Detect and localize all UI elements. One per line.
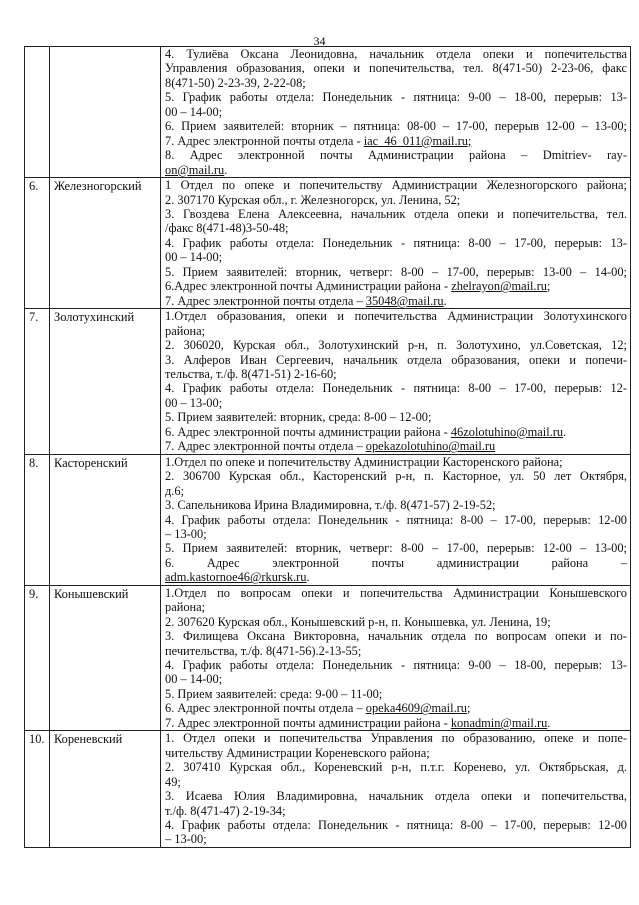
email-link[interactable]: opeka4609@mail.ru: [365, 701, 467, 716]
info-text: 5. Прием заявителей: вторник, четверг: 8-00 – 17-00, перерыв: 12-00 – 13-00;: [165, 541, 627, 556]
info-line: [165, 134, 627, 148]
info-text: 6. Адрес электронной почты отдела –: [165, 701, 366, 716]
info-line: [165, 324, 627, 338]
table-row: [25, 178, 631, 309]
info-text: 5. Прием заявителей: вторник, среда: 8-00 – 12-00;: [165, 410, 432, 425]
info-line: [165, 265, 627, 279]
info-text: 3. Сапельникова Ирина Владимировна, т./ф. 8(471-57) 2-19-52;: [165, 498, 496, 513]
info-text: 7. Адрес электронной почты отдела –: [165, 439, 366, 454]
info-text: 7. Адрес электронной почты отдела –: [165, 293, 366, 308]
info-line: [165, 236, 627, 250]
info-line: [165, 570, 627, 584]
info-line: [165, 294, 627, 308]
row-number: 6.: [25, 178, 50, 309]
info-line: [165, 716, 627, 730]
info-line: [165, 804, 627, 818]
districts-table: [24, 46, 631, 848]
info-text: .: [224, 162, 228, 177]
info-text: 00 – 14-00;: [165, 104, 223, 119]
info-text: 5. Прием заявителей: среда: 9-00 – 11-00;: [165, 686, 383, 701]
info-line: [165, 105, 627, 119]
info-line: [165, 746, 627, 760]
info-text: 1.Отдел по опеке и попечительству Администрации Касторенского района;: [165, 454, 563, 469]
info-line: [165, 586, 627, 600]
info-line: [165, 207, 627, 221]
info-text: ;: [466, 701, 471, 716]
info-text: д.6;: [165, 483, 185, 498]
email-link[interactable]: zhelrayon@mail.ru: [451, 279, 547, 294]
info-text: 8. Адрес электронной почты Администрации района – Dmitriev- ray-: [165, 148, 627, 163]
district-info: [161, 731, 631, 848]
info-line: [165, 513, 627, 527]
info-line: [165, 367, 627, 381]
info-text: .: [443, 293, 447, 308]
info-text: 6. Адрес электронной почты администрации района -: [165, 424, 451, 439]
district-name: Конышевский: [50, 585, 161, 731]
info-text: 3. Исаева Юлия Владимировна, начальник отдела опеки и попечительства,: [165, 789, 627, 804]
info-text: тельства, т./ф. 8(471-51) 2-16-60;: [165, 366, 337, 381]
info-text: .: [306, 570, 310, 585]
info-line: [165, 425, 627, 439]
info-text: печительства, т./ф. 8(471-56).2-13-55;: [165, 643, 362, 658]
info-text: 3. Алферов Иван Сергеевич, начальник отдела образования, опеки и попечи-: [165, 352, 627, 367]
email-link[interactable]: iac_46_011@mail.ru;: [363, 133, 472, 148]
info-text: – 13-00;: [165, 526, 207, 541]
district-name: Железногорский: [50, 178, 161, 309]
info-line: [165, 687, 627, 701]
info-line: [165, 760, 627, 774]
email-link[interactable]: on@mail.ru: [165, 162, 225, 177]
info-line: [165, 178, 627, 192]
table-row: [25, 585, 631, 731]
info-line: [165, 381, 627, 395]
info-line: [165, 193, 627, 207]
info-line: [165, 148, 627, 162]
info-text: 6. Прием заявителей: вторник – пятница: 08-00 – 17-00, перерыв 12-00 – 13-00;: [165, 119, 627, 134]
row-number: 9.: [25, 585, 50, 731]
info-line: [165, 629, 627, 643]
info-line: [165, 600, 627, 614]
district-name: Касторенский: [50, 454, 161, 585]
email-link[interactable]: konadmin@mail.ru: [450, 715, 548, 730]
info-text: 4. График работы отдела: Понедельник - пятница: 9-00 – 18-00, перерыв: 13-: [165, 658, 627, 673]
info-text: 00 – 14-00;: [165, 672, 223, 687]
district-info: [161, 454, 631, 585]
info-text: 4. Тулиёва Оксана Леонидовна, начальник отдела опеки и попечительства: [165, 47, 627, 61]
info-text: чительству Администрации Кореневского района;: [165, 745, 430, 760]
info-line: [165, 731, 627, 745]
info-line: [165, 309, 627, 323]
info-text: /факс 8(471-48)3-50-48;: [165, 221, 289, 236]
info-line: [165, 119, 627, 133]
info-text: 6.Адрес электронной почты Администрации района -: [165, 279, 452, 294]
email-link[interactable]: 46zolotuhino@mail.ru: [450, 424, 564, 439]
email-link[interactable]: 35048@mail.ru: [365, 293, 444, 308]
info-text: 4. График работы отдела: Понедельник - пятница: 8-00 – 17-00, перерыв: 12-00: [165, 512, 627, 527]
info-text: 1 Отдел по опеке и попечительству Администрации Железногорского района;: [165, 178, 627, 193]
info-text: 4. График работы отдела: Понедельник - пятница: 8-00 – 17-00, перерыв: 12-00: [165, 818, 627, 833]
info-line: [165, 90, 627, 104]
info-text: 8(471-50) 2-23-39, 2-22-08;: [165, 75, 306, 90]
info-line: [165, 701, 627, 715]
info-line: [165, 221, 627, 235]
info-text: – 13-00;: [165, 832, 207, 847]
info-text: 6. Адрес электронной почты администрации района –: [165, 555, 627, 570]
row-number: 7.: [25, 309, 50, 455]
row-number: 10.: [25, 731, 50, 848]
info-text: 4. График работы отдела: Понедельник - пятница: 8-00 – 17-00, перерыв: 13-: [165, 235, 627, 250]
district-info: [161, 585, 631, 731]
info-line: [165, 76, 627, 90]
info-line: [165, 498, 627, 512]
info-text: района;: [165, 600, 206, 615]
info-line: [165, 789, 627, 803]
info-line: [165, 658, 627, 672]
info-text: .: [563, 424, 567, 439]
info-text: 2. 306700 Курская обл., Касторенский р-н, п. Касторное, ул. 50 лет Октября,: [165, 469, 627, 484]
info-text: 1. Отдел опеки и попечительства Управления по образованию, опеке и попе-: [165, 731, 627, 746]
info-text: ;: [546, 279, 551, 294]
info-text: 7. Адрес электронной почты отдела -: [165, 133, 364, 148]
info-text: 3. Филищева Оксана Викторовна, начальник отдела по вопросам опеки и по-: [165, 629, 627, 644]
info-line: [165, 338, 627, 352]
info-text: .: [547, 715, 551, 730]
info-line: [165, 163, 627, 177]
info-line: [165, 556, 627, 570]
info-text: 00 – 13-00;: [165, 395, 223, 410]
info-text: 49;: [165, 774, 181, 789]
info-text: 2. 307410 Курская обл., Кореневский р-н, п.т.г. Коренево, ул. Октябрьская, д.: [165, 760, 627, 775]
info-text: 2. 306020, Курская обл., Золотухинский р-н, п. Золотухино, ул.Советская, 12;: [165, 338, 627, 353]
info-text: 00 – 14-00;: [165, 250, 223, 265]
info-line: [165, 353, 627, 367]
email-link[interactable]: opekazolotuhino@mail.ru: [365, 439, 496, 454]
info-text: 3. Гвоздева Елена Алексеевна, начальник отдела опеки и попечительства, тел.: [165, 206, 627, 221]
info-text: 4. График работы отдела: Понедельник - пятница: 8-00 – 17-00, перерыв: 12-: [165, 381, 627, 396]
info-line: [165, 455, 627, 469]
info-line: [165, 527, 627, 541]
info-line: [165, 47, 627, 61]
info-line: [165, 61, 627, 75]
district-name: Золотухинский: [50, 309, 161, 455]
info-text: 2. 307620 Курская обл., Конышевский р-н, п. Конышевка, ул. Ленина, 19;: [165, 614, 551, 629]
info-text: т./ф. 8(471-47) 2-19-34;: [165, 803, 286, 818]
district-name: [50, 47, 161, 178]
info-text: 7. Адрес электронной почты администрации района -: [165, 715, 451, 730]
info-line: [165, 469, 627, 483]
info-line: [165, 396, 627, 410]
info-text: 5. График работы отдела: Понедельник - пятница: 9-00 – 18-00, перерыв: 13-: [165, 90, 627, 105]
info-line: [165, 279, 627, 293]
district-info: [161, 178, 631, 309]
info-line: [165, 672, 627, 686]
info-text: района;: [165, 323, 206, 338]
table-row: [25, 47, 631, 178]
page-number: 34: [313, 34, 326, 48]
email-link[interactable]: adm.kastornoe46@rkursk.ru: [165, 570, 307, 585]
info-line: [165, 439, 627, 453]
info-text: 1.Отдел образования, опеки и попечительства Администрации Золотухинского: [165, 309, 627, 324]
info-line: [165, 832, 627, 846]
info-text: 5. Прием заявителей: вторник, четверг: 8-00 – 17-00, перерыв: 13-00 – 14-00;: [165, 264, 627, 279]
info-line: [165, 615, 627, 629]
info-line: [165, 818, 627, 832]
info-line: [165, 541, 627, 555]
info-line: [165, 484, 627, 498]
table-row: [25, 309, 631, 455]
info-line: [165, 775, 627, 789]
district-info: [161, 309, 631, 455]
district-info: [161, 47, 631, 178]
info-line: [165, 410, 627, 424]
info-line: [165, 250, 627, 264]
table-body: [25, 47, 631, 848]
info-text: Управления образования, опеки и попечительства, тел. 8(471-50) 2-23-06, факс: [165, 61, 627, 76]
district-name: Кореневский: [50, 731, 161, 848]
info-line: [165, 644, 627, 658]
table-row: [25, 731, 631, 848]
info-text: 2. 307170 Курская обл., г. Железногорск, ул. Ленина, 52;: [165, 192, 461, 207]
row-number: [25, 47, 50, 178]
table-row: [25, 454, 631, 585]
info-text: 1.Отдел по вопросам опеки и попечительства Администрации Конышевского: [165, 585, 627, 600]
row-number: 8.: [25, 454, 50, 585]
